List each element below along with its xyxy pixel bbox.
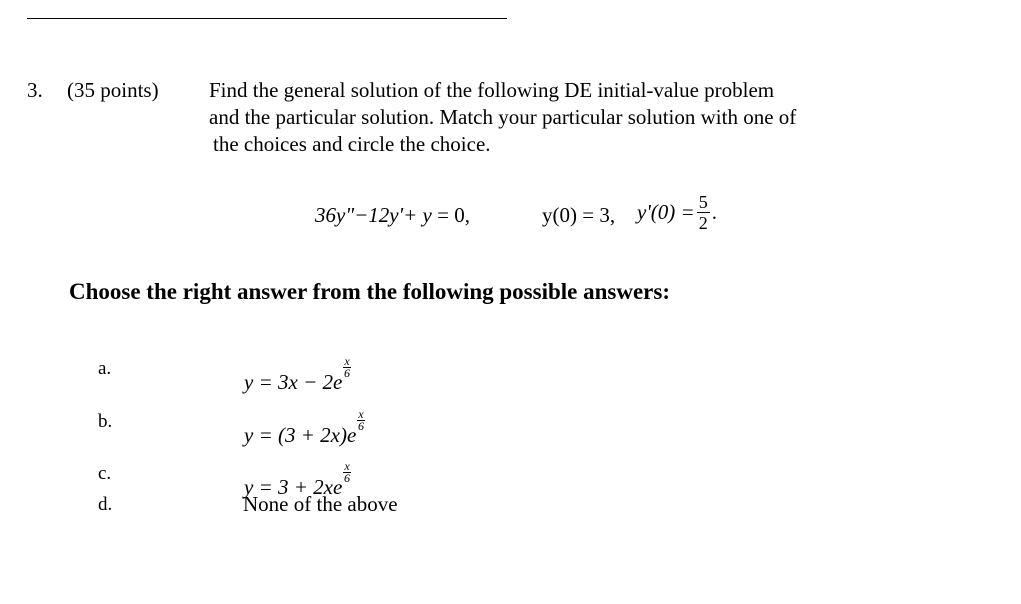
problem-line-1: Find the general solution of the following DE initial-value problem	[209, 78, 775, 102]
choice-letter: d.	[98, 494, 113, 515]
choice-expression: y = (3 + 2x)e $\frac{x}{6}$	[244, 407, 364, 447]
exponent-fraction: $\frac{x}{6}$	[343, 354, 350, 380]
exponent-fraction: $\frac{x}{6}$	[343, 459, 350, 485]
choice-letter: c.	[98, 463, 112, 484]
initial-condition-2: y'(0) = $\frac{5}{2}$ .	[637, 192, 717, 233]
exponent-fraction: $\frac{x}{6}$	[357, 407, 364, 433]
choice-expression: y = 3x − 2e $\frac{x}{6}$	[244, 354, 350, 394]
problem-points: (35 points)	[67, 78, 159, 102]
fraction-five-halves: $\frac{5}{2}$	[698, 192, 708, 233]
choice-letter: a.	[98, 358, 112, 379]
problem-line-2: and the particular solution. Match your particular solution with one of	[209, 105, 797, 129]
initial-condition-1: y(0) = 3,	[542, 203, 616, 227]
choice-expression: y = 3 + 2xe $\frac{x}{6}$	[244, 459, 350, 499]
instruction-heading: Choose the right answer from the following possible answers:	[69, 279, 670, 304]
problem-line-3: the choices and circle the choice.	[213, 132, 491, 156]
top-rule	[27, 18, 507, 19]
choice-text: None of the above	[243, 492, 398, 516]
de-expression: 36y"−12y'+ y = 0,	[315, 203, 470, 227]
problem-number: 3.	[27, 78, 43, 102]
choice-letter: b.	[98, 411, 113, 432]
